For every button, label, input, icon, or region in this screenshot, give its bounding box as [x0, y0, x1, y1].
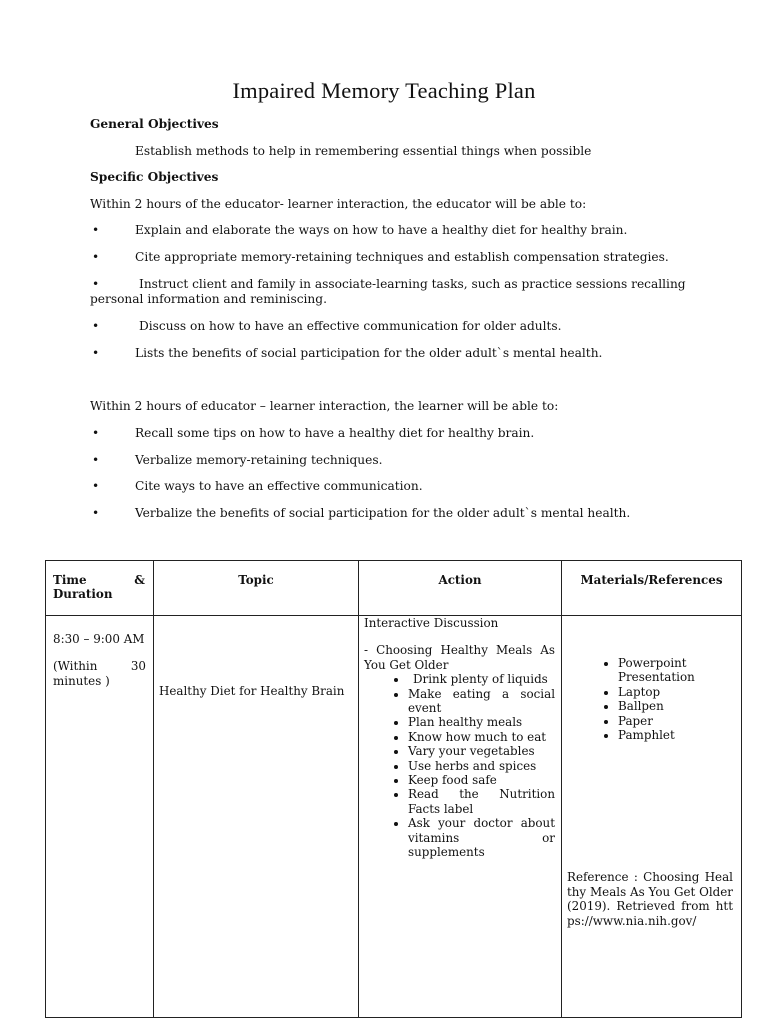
list-item: • Ask your doctor about vitamins or supplements: [408, 816, 555, 859]
educator-objective-item: Discuss on how to have an effective communication for older adults.: [139, 319, 562, 333]
list-item: • Read the Nutrition Facts label: [408, 787, 555, 816]
list-item: • Ballpen: [618, 699, 733, 713]
educator-intro: Within 2 hours of the educator- learner interaction, the educator will be able to:: [90, 197, 587, 211]
header-topic: Topic: [154, 561, 359, 616]
educator-objective-item: Cite appropriate memory-retaining techniques and establish compensation strategies.: [135, 250, 669, 264]
table-header-row: [46, 561, 742, 616]
learner-intro: Within 2 hours of educator – learner interaction, the learner will be able to:: [90, 399, 559, 413]
educator-objective-item-continued: personal information and reminiscing.: [90, 292, 327, 306]
learner-objective-item: Cite ways to have an effective communication.: [135, 479, 423, 493]
action-tips-list: [364, 672, 555, 859]
page-title: Impaired Memory Teaching Plan: [232, 78, 536, 103]
teaching-plan-table: [45, 560, 742, 1018]
bullet-marker: •: [92, 223, 100, 237]
list-item: • Paper: [618, 714, 733, 728]
bullet-marker: •: [92, 250, 100, 264]
bullet-marker: •: [92, 277, 100, 291]
bullet-marker: •: [92, 346, 100, 360]
action-cell: [359, 616, 562, 1018]
learner-objective-item: Verbalize the benefits of social participation for the older adult`s mental health.: [135, 506, 631, 520]
educator-objective-item: Instruct client and family in associate-learning tasks, such as practice sessions recalling: [139, 277, 686, 291]
topic-text: Healthy Diet for Healthy Brain: [159, 684, 345, 698]
action-title: Interactive Discussion: [364, 616, 499, 630]
duration-text: (Within 30 minutes ): [53, 659, 146, 688]
list-item: • Make eating a social event: [408, 687, 555, 716]
list-item: • Pamphlet: [618, 728, 733, 742]
learner-objective-item: Recall some tips on how to have a healthy diet for healthy brain.: [135, 426, 535, 440]
list-item: • Vary your vegetables: [408, 744, 555, 758]
educator-objective-item: Lists the benefits of social participation for the older adult`s mental health.: [135, 346, 603, 360]
learner-objective-item: Verbalize memory-retaining techniques.: [135, 453, 383, 467]
materials-cell: [562, 616, 742, 1018]
list-item: • Know how much to eat: [408, 730, 555, 744]
list-item: • Drink plenty of liquids: [408, 672, 555, 686]
action-subtitle: - Choosing Healthy Meals As You Get Older: [364, 643, 555, 672]
general-objective-text: Establish methods to help in remembering essential things when possible: [135, 144, 592, 158]
bullet-marker: •: [92, 479, 100, 493]
materials-list: [567, 656, 733, 742]
specific-objectives-heading: Specific Objectives: [90, 170, 219, 184]
topic-cell: [154, 616, 359, 1018]
list-item: • Keep food safe: [408, 773, 555, 787]
list-item: • Plan healthy meals: [408, 715, 555, 729]
table-row: [46, 616, 742, 1018]
educator-objective-item: Explain and elaborate the ways on how to have a healthy diet for healthy brain.: [135, 223, 628, 237]
time-duration-cell: [46, 616, 154, 1018]
list-item: • Powerpoint Presentation: [618, 656, 733, 685]
list-item: • Use herbs and spices: [408, 759, 555, 773]
reference-text: Reference : Choosing Healthy Meals As You Get Older (2019). Retrieved from https://www.nia.nih.gov/: [567, 870, 733, 928]
list-item: • Laptop: [618, 685, 733, 699]
header-action: Action: [359, 561, 562, 616]
bullet-marker: •: [92, 426, 100, 440]
header-time-duration: Time & Duration: [46, 561, 154, 616]
general-objectives-heading: General Objectives: [90, 117, 219, 131]
bullet-marker: •: [92, 319, 100, 333]
time-range: 8:30 – 9:00 AM: [53, 632, 145, 646]
header-materials: Materials/References: [562, 561, 742, 616]
bullet-marker: •: [92, 453, 100, 467]
bullet-marker: •: [92, 506, 100, 520]
